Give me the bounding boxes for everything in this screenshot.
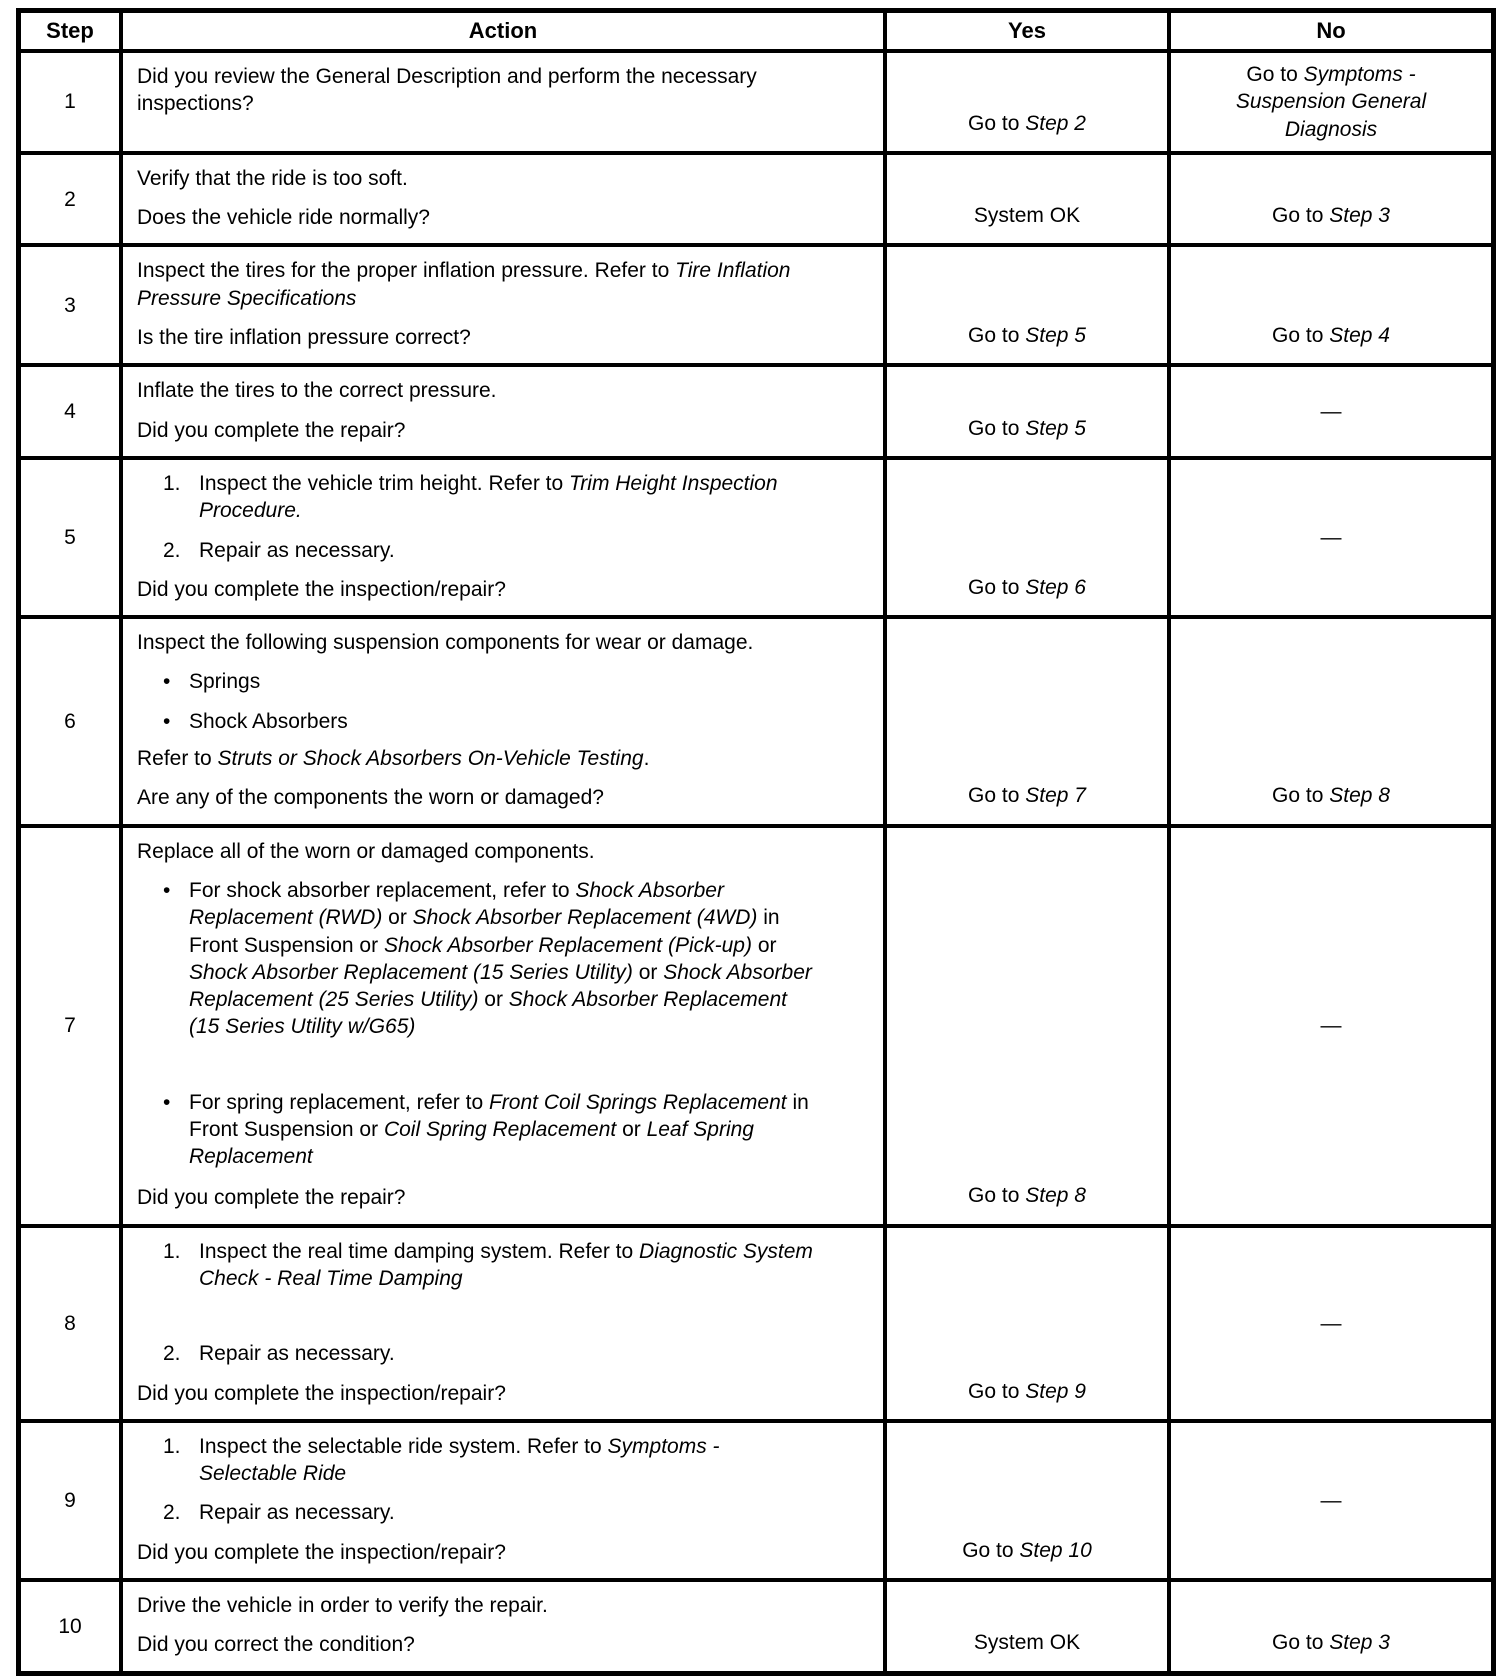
bullet-item-text xyxy=(189,708,813,735)
action-cell xyxy=(123,247,883,363)
no-cell xyxy=(1171,460,1491,615)
bullet-item xyxy=(163,1089,813,1171)
numbered-item xyxy=(163,1340,813,1367)
text-run: Shock Absorber Replacement (15 Series Utility w/G65) xyxy=(189,988,787,1039)
diagnostic-table xyxy=(16,8,1496,1676)
header-yes: Yes xyxy=(887,13,1167,49)
text-run: Go to xyxy=(968,111,1026,135)
text-run: Coil Spring Replacement xyxy=(383,1118,617,1142)
numbered-item xyxy=(163,1499,813,1526)
text-run: Drive the vehicle in order to verify the repair. xyxy=(137,1594,548,1618)
question-text xyxy=(137,1368,813,1407)
no-cell xyxy=(1171,247,1491,363)
text-run: Springs xyxy=(189,670,261,694)
no-cell xyxy=(1171,828,1491,1224)
text-run: Go to xyxy=(1246,63,1304,86)
bullet-item-text xyxy=(189,1089,813,1171)
text-run: Inspect the real time damping system. Refer to xyxy=(199,1239,640,1263)
step-number: 10 xyxy=(58,1614,82,1638)
answer-text xyxy=(968,574,1086,601)
text-run: Repair as necessary. xyxy=(199,538,395,562)
text-run: Go to xyxy=(968,784,1026,808)
text-run: Go to xyxy=(968,575,1026,599)
numbered-item-text xyxy=(199,1499,813,1526)
step-number: 8 xyxy=(64,1311,76,1335)
action-cell xyxy=(123,1423,883,1578)
action-cell xyxy=(123,53,883,151)
answer-text xyxy=(968,1182,1086,1209)
yes-cell xyxy=(887,1582,1167,1671)
answer-text xyxy=(1272,1629,1390,1656)
numbered-item xyxy=(163,537,813,564)
yes-cell xyxy=(887,1423,1167,1578)
no-cell xyxy=(1171,1582,1491,1671)
step-cell xyxy=(21,619,119,823)
text-run: Step 2 xyxy=(1025,111,1086,135)
text-run: Inspect the selectable ride system. Refer to xyxy=(199,1434,608,1458)
list-number: 2. xyxy=(163,538,181,562)
text-run: Shock Absorber Replacement (25 Series Utility) xyxy=(189,960,812,1012)
step-number: 3 xyxy=(64,293,76,317)
yes-cell xyxy=(887,619,1167,823)
text-run: Refer to xyxy=(137,747,218,771)
step-cell xyxy=(21,828,119,1224)
list-number: 1. xyxy=(163,1239,181,1263)
step-cell xyxy=(21,460,119,615)
bullet-icon: • xyxy=(163,670,171,694)
text-run: Verify that the ride is too soft. xyxy=(137,166,408,190)
answer-text xyxy=(1321,1310,1342,1337)
answer-text xyxy=(1321,398,1342,425)
bullet-item xyxy=(163,668,813,695)
text-run: Tire Inflation Pressure Specifications xyxy=(137,259,791,310)
step-cell xyxy=(21,155,119,244)
text-run: Leaf Spring Replacement xyxy=(189,1118,754,1169)
text-run: Step 5 xyxy=(1025,324,1086,348)
question-text xyxy=(137,405,813,444)
yes-cell xyxy=(887,53,1167,151)
text-run: or xyxy=(478,988,509,1012)
text-run: Shock Absorber Replacement (15 Series Utility) xyxy=(189,960,633,984)
text-run: Shock Absorber Replacement (4WD) xyxy=(412,906,758,930)
text-run: Did you correct the condition? xyxy=(137,1633,415,1657)
action-cell xyxy=(123,155,883,244)
text-run: Step 7 xyxy=(1025,784,1086,808)
action-text xyxy=(137,377,813,404)
text-run: System OK xyxy=(973,204,1081,228)
numbered-item-text xyxy=(199,537,813,564)
text-run: Go to xyxy=(968,324,1026,348)
text-run: — xyxy=(1320,525,1342,549)
action-text xyxy=(137,165,813,192)
step-cell xyxy=(21,1423,119,1578)
text-run: — xyxy=(1320,400,1342,424)
text-run: Shock Absorber Replacement (RWD) xyxy=(189,878,724,930)
step-number: 5 xyxy=(64,525,76,549)
text-run: Step 6 xyxy=(1025,575,1086,599)
question-text xyxy=(137,564,813,603)
answer-text xyxy=(968,415,1086,442)
text-run: System OK xyxy=(973,1631,1081,1655)
answer-text xyxy=(968,322,1086,349)
text-run: Step 9 xyxy=(1025,1379,1086,1403)
action-cell xyxy=(123,619,883,823)
text-run: Did you complete the repair? xyxy=(137,418,406,442)
bullet-icon: • xyxy=(163,1090,171,1114)
yes-cell xyxy=(887,247,1167,363)
text-run: Shock Absorber Replacement (Pick-up) xyxy=(383,933,752,957)
numbered-item xyxy=(163,1433,813,1488)
yes-cell xyxy=(887,1228,1167,1419)
step-number: 2 xyxy=(64,187,76,211)
action-cell xyxy=(123,1582,883,1671)
step-cell xyxy=(21,247,119,363)
bullet-icon: • xyxy=(163,709,171,733)
text-run: Repair as necessary. xyxy=(199,1501,395,1525)
text-run: Inflate the tires to the correct pressure. xyxy=(137,379,497,403)
text-run: — xyxy=(1320,1488,1342,1512)
text-run: For spring replacement, refer to xyxy=(189,1090,489,1114)
text-run: — xyxy=(1320,1013,1342,1037)
text-run: Step 10 xyxy=(1019,1538,1092,1562)
yes-cell xyxy=(887,367,1167,456)
text-run: Diagnostic System Check - Real Time Damping xyxy=(199,1239,813,1290)
list-number: 1. xyxy=(163,1434,181,1458)
answer-text xyxy=(974,202,1080,229)
answer-text xyxy=(968,782,1086,809)
answer-text xyxy=(1321,1012,1342,1039)
text-run: Go to xyxy=(1272,204,1330,228)
text-run: Inspect the vehicle trim height. Refer to xyxy=(199,471,570,495)
action-text xyxy=(137,1592,813,1619)
text-run: Did you review the General Description and perform the necessary inspections? xyxy=(137,65,757,116)
step-cell xyxy=(21,367,119,456)
text-run: Shock Absorbers xyxy=(189,709,348,733)
text-run: Inspect the following suspension components for wear or damage. xyxy=(137,631,754,655)
text-run: or xyxy=(382,906,413,930)
numbered-item xyxy=(163,470,813,525)
action-cell xyxy=(123,1228,883,1419)
text-run: Step 4 xyxy=(1329,324,1390,348)
action-cell xyxy=(123,828,883,1224)
answer-text xyxy=(1272,782,1390,809)
text-run: Go to xyxy=(968,1184,1026,1208)
question-text xyxy=(137,772,813,811)
text-run: Step 8 xyxy=(1329,784,1390,808)
step-number: 9 xyxy=(64,1488,76,1512)
bullet-item xyxy=(163,877,813,1041)
answer-text xyxy=(968,110,1086,137)
question-text xyxy=(137,1527,813,1566)
question-text xyxy=(137,1619,813,1658)
text-run: Front Coil Springs Replacement xyxy=(488,1090,787,1114)
header-no: No xyxy=(1171,13,1491,49)
step-number: 6 xyxy=(64,709,76,733)
answer-text xyxy=(1321,524,1342,551)
action-text xyxy=(137,745,813,772)
step-number: 7 xyxy=(64,1013,76,1037)
bullet-item xyxy=(163,708,813,735)
answer-text xyxy=(1272,202,1390,229)
question-text xyxy=(137,1172,813,1211)
yes-cell xyxy=(887,155,1167,244)
yes-cell xyxy=(887,460,1167,615)
bullet-icon: • xyxy=(163,878,171,902)
step-number: 4 xyxy=(64,400,76,424)
text-run: or xyxy=(632,960,664,984)
text-run: . xyxy=(643,747,650,771)
list-number: 1. xyxy=(163,471,181,495)
text-run: Go to xyxy=(1272,324,1330,348)
step-cell xyxy=(21,53,119,151)
text-run: in Front Suspension or xyxy=(189,906,780,957)
text-run: Go to xyxy=(968,416,1026,440)
text-run: Does the vehicle ride normally? xyxy=(137,206,430,230)
text-run: Trim Height Inspection Procedure. xyxy=(199,471,778,523)
text-run: Step 3 xyxy=(1329,204,1390,228)
text-run: Are any of the components the worn or damaged? xyxy=(137,786,604,810)
action-text xyxy=(137,629,813,656)
text-run: Go to xyxy=(1272,784,1330,808)
step-cell xyxy=(21,1582,119,1671)
action-cell xyxy=(123,460,883,615)
text-run: Go to xyxy=(968,1379,1026,1403)
list-number: 2. xyxy=(163,1501,181,1525)
action-text xyxy=(137,257,813,312)
header-step: Step xyxy=(21,13,119,49)
no-cell xyxy=(1171,1228,1491,1419)
answer-text xyxy=(1205,61,1457,143)
text-run: Inspect the tires for the proper inflation pressure. Refer to xyxy=(137,259,676,283)
step-number: 1 xyxy=(64,90,76,114)
action-text xyxy=(137,63,813,118)
numbered-item-text xyxy=(199,470,813,525)
text-run: Symptoms - Selectable Ride xyxy=(199,1434,720,1486)
text-run: Symptoms - Suspension General Diagnosis xyxy=(1235,63,1427,141)
text-run: Did you complete the repair? xyxy=(137,1186,406,1210)
no-cell xyxy=(1171,53,1491,151)
answer-text xyxy=(968,1378,1086,1405)
text-run: or xyxy=(751,933,777,957)
text-run: Step 8 xyxy=(1025,1184,1086,1208)
action-text xyxy=(137,838,813,865)
text-run: Repair as necessary. xyxy=(199,1342,395,1366)
numbered-item-text xyxy=(199,1238,813,1293)
answer-text xyxy=(962,1537,1092,1564)
bullet-item-text xyxy=(189,668,813,695)
numbered-item xyxy=(163,1238,813,1293)
no-cell xyxy=(1171,619,1491,823)
numbered-item-text xyxy=(199,1433,813,1488)
no-cell xyxy=(1171,155,1491,244)
header-action: Action xyxy=(123,13,883,49)
text-run: For shock absorber replacement, refer to xyxy=(189,878,576,902)
text-run: Step 3 xyxy=(1329,1631,1390,1655)
text-run: Did you complete the inspection/repair? xyxy=(137,577,506,601)
question-text xyxy=(137,312,813,351)
answer-text xyxy=(1321,1487,1342,1514)
no-cell xyxy=(1171,1423,1491,1578)
numbered-item-text xyxy=(199,1340,813,1367)
answer-text xyxy=(974,1629,1080,1656)
question-text xyxy=(137,192,813,231)
bullet-item-text xyxy=(189,877,813,1041)
action-cell xyxy=(123,367,883,456)
text-run: or xyxy=(616,1118,647,1142)
no-cell xyxy=(1171,367,1491,456)
text-run: Is the tire inflation pressure correct? xyxy=(137,326,471,350)
answer-text xyxy=(1272,322,1390,349)
yes-cell xyxy=(887,828,1167,1224)
list-number: 2. xyxy=(163,1342,181,1366)
step-cell xyxy=(21,1228,119,1419)
text-run: in Front Suspension or xyxy=(189,1090,809,1142)
text-run: Go to xyxy=(1272,1631,1330,1655)
text-run: Did you complete the inspection/repair? xyxy=(137,1540,506,1564)
text-run: Go to xyxy=(962,1538,1020,1562)
text-run: Step 5 xyxy=(1025,416,1086,440)
text-run: — xyxy=(1320,1311,1342,1335)
text-run: Struts or Shock Absorbers On-Vehicle Testing xyxy=(217,747,644,771)
text-run: Replace all of the worn or damaged components. xyxy=(137,839,595,863)
text-run: Did you complete the inspection/repair? xyxy=(137,1381,506,1405)
